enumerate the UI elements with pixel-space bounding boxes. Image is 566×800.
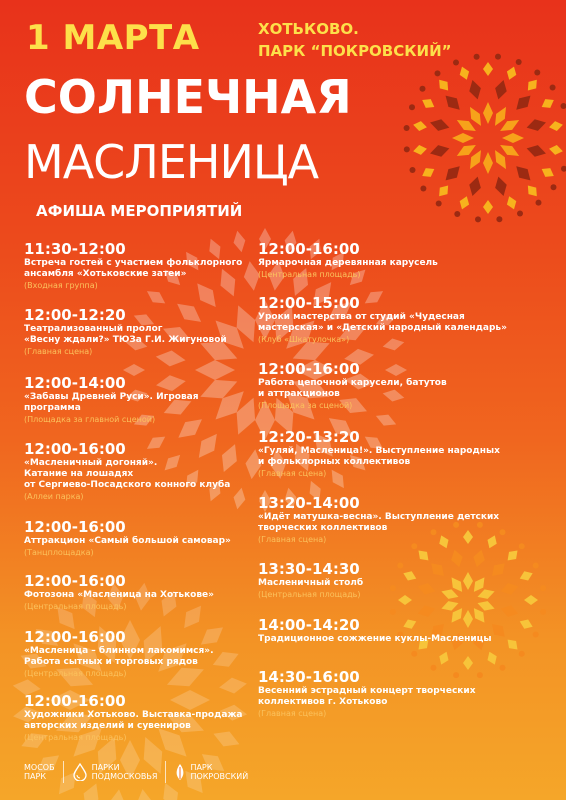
event-description: Ярмарочная деревянная карусель — [258, 258, 438, 268]
event-description: и аттракционов — [258, 389, 340, 399]
park-pokrovsky-logo — [174, 763, 248, 781]
event-description: Работа цепочной карусели, батутов — [258, 378, 447, 388]
schedule-event — [24, 518, 231, 558]
schedule-event — [258, 494, 499, 545]
event-place: (Клуб «Шкатулочка») — [258, 335, 350, 344]
event-time: 12:00-14:00 — [24, 374, 126, 392]
event-description: мастерская» и «Детский народный календарь» — [258, 323, 507, 333]
schedule-event — [258, 240, 438, 280]
event-place: (Главная сцена) — [24, 347, 93, 356]
event-time: 14:00-14:20 — [258, 616, 360, 634]
event-description: «Весну ждали?» ТЮЗа Г.И. Жигуновой — [24, 335, 227, 345]
schedule-event — [24, 692, 243, 743]
event-place: (Центральная площадь) — [24, 602, 127, 611]
schedule-event — [258, 294, 507, 345]
event-time: 12:00-15:00 — [258, 294, 360, 312]
event-description: Художники Хотьково. Выставка-продажа — [24, 710, 243, 720]
event-place: (Входная группа) — [24, 281, 98, 290]
event-place: (Центральная площадь) — [24, 669, 127, 678]
event-description: Встреча гостей с участием фольклорного — [24, 258, 243, 268]
event-description: «Масленичный догоняй». — [24, 458, 158, 468]
event-description: творческих коллективов — [258, 523, 388, 533]
event-time: 12:00-16:00 — [258, 240, 360, 258]
event-description: Масленичный столб — [258, 578, 364, 588]
schedule-event — [258, 668, 476, 719]
event-place: (Площадка за сценой) — [258, 401, 353, 410]
event-place: (Центральная площадь) — [258, 270, 361, 279]
event-place: (Главная сцена) — [258, 469, 327, 478]
partner-logos — [24, 752, 248, 792]
event-description: от Сергиево-Посадского конного клуба — [24, 480, 231, 490]
schedule-event — [24, 240, 242, 291]
schedule-event — [24, 628, 214, 679]
event-time: 11:30-12:00 — [24, 240, 126, 258]
event-description: ансамбля «Хотьковские затеи» — [24, 269, 187, 279]
event-time: 12:00-16:00 — [24, 692, 126, 710]
location-line-1: ХОТЬКОВО. — [258, 20, 359, 38]
logo-text: МОСОБ — [24, 763, 55, 772]
event-date: 1 МАРТА — [26, 18, 200, 58]
event-time: 14:30-16:00 — [258, 668, 360, 686]
logo-divider — [63, 761, 64, 783]
event-description: Театрализованный пролог — [24, 324, 163, 334]
location-line-2: ПАРК “ПОКРОВСКИЙ” — [258, 42, 452, 60]
leaf-icon — [174, 763, 186, 781]
event-description: программа — [24, 403, 81, 413]
drop-icon — [72, 763, 88, 781]
event-description: «Идёт матушка-весна». Выступление детских — [258, 512, 500, 522]
event-description: и фольклорных коллективов — [258, 457, 411, 467]
event-place: (Центральная площадь) — [24, 733, 127, 742]
event-description: Аттракцион «Самый большой самовар» — [24, 536, 231, 546]
logo-text: ПАРК — [190, 763, 213, 772]
event-description: «Гуляй, Масленица!». Выступление народных — [258, 446, 500, 456]
schedule-event — [24, 440, 230, 502]
mosobpark-logo — [24, 763, 55, 781]
event-description: Уроки мастерства от студий «Чудесная — [258, 312, 465, 322]
schedule-event — [24, 306, 227, 357]
schedule-event — [258, 560, 363, 600]
event-description: Катание на лошадях — [24, 469, 134, 479]
event-place: (Центральная площадь) — [258, 590, 361, 599]
title-line-2: МАСЛЕНИЦА — [24, 135, 319, 189]
event-description: «Забавы Древней Руси». Игровая — [24, 392, 199, 402]
schedule-heading: АФИША МЕРОПРИЯТИЙ — [36, 202, 243, 220]
event-description: Традиционное сожжение куклы-Масленицы — [258, 634, 492, 644]
schedule-event — [258, 360, 447, 411]
event-description: коллективов г. Хотьково — [258, 697, 388, 707]
parki-podmoskovya-logo — [72, 763, 158, 781]
event-place: (Площадка за главной сценой) — [24, 415, 156, 424]
event-place: (Танцплощадка) — [24, 548, 94, 557]
schedule-event — [258, 428, 500, 479]
event-time: 12:00-16:00 — [24, 572, 126, 590]
event-description: Фотозона «Масленица на Хотькове» — [24, 590, 214, 600]
event-description: «Масленица – блинном лакомимся». — [24, 646, 214, 656]
schedule-event — [24, 374, 199, 425]
event-time: 12:00-16:00 — [24, 628, 126, 646]
event-time: 13:20-14:00 — [258, 494, 360, 512]
event-description: Работа сытных и торговых рядов — [24, 657, 198, 667]
event-time: 12:00-16:00 — [24, 440, 126, 458]
title-line-1: СОЛНЕЧНАЯ — [24, 70, 352, 124]
event-time: 12:00-12:20 — [24, 306, 126, 324]
event-location — [258, 18, 451, 62]
logo-text: ПАРКИ — [91, 763, 120, 772]
logo-divider — [165, 761, 166, 783]
event-time: 12:00-16:00 — [24, 518, 126, 536]
event-time: 12:20-13:20 — [258, 428, 360, 446]
schedule-event — [24, 572, 214, 612]
event-place: (Аллеи парка) — [24, 492, 84, 501]
event-place: (Главная сцена) — [258, 709, 327, 718]
logo-text: ПОДМОСКОВЬЯ — [91, 772, 158, 781]
schedule-event — [258, 616, 492, 645]
event-time: 13:30-14:30 — [258, 560, 360, 578]
event-description: авторских изделий и сувениров — [24, 721, 191, 731]
logo-text: ПАРК — [24, 772, 46, 781]
event-time: 12:00-16:00 — [258, 360, 360, 378]
event-description: Весенний эстрадный концерт творческих — [258, 686, 476, 696]
logo-text: ПОКРОВСКИЙ — [190, 772, 249, 781]
event-place: (Главная сцена) — [258, 535, 327, 544]
